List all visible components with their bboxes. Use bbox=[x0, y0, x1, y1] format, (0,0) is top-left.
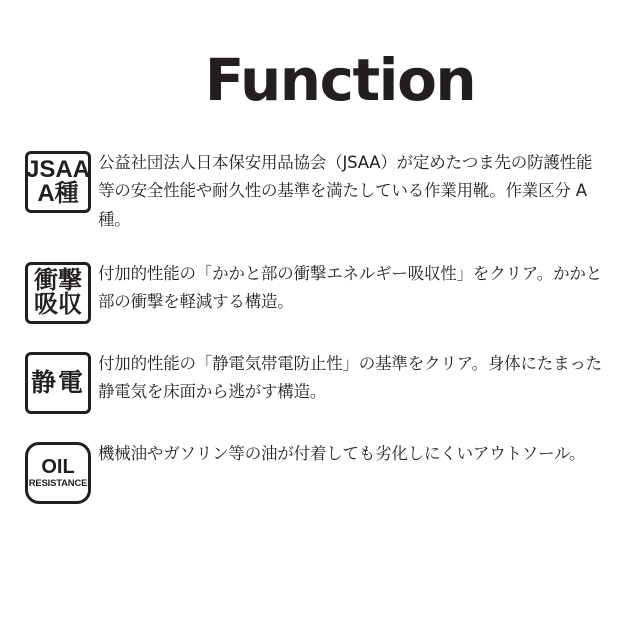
feature-row-jsaa bbox=[18, 149, 622, 234]
badge-cell bbox=[18, 149, 98, 213]
badge-line-2: 吸収 bbox=[34, 291, 82, 319]
badge-cell bbox=[18, 350, 98, 414]
oil-resistance-badge bbox=[25, 442, 91, 504]
feature-row-shock-absorption bbox=[18, 260, 622, 324]
badge-cell bbox=[18, 440, 98, 504]
badge-line-2: 静電 bbox=[30, 368, 85, 397]
feature-description: 公益社団法人日本保安用品協会（JSAA）が定めたつま先の防護性能等の安全性能や耐久性の基準を満たしている作業用靴。作業区分 A種。 bbox=[98, 152, 593, 229]
feature-description: 付加的性能の「静電気帯電防止性」の基準をクリア。身体にたまった静電気を床面から逃がす構造。 bbox=[98, 354, 602, 402]
badge-cell bbox=[18, 260, 98, 324]
jsaa-a-type-badge bbox=[25, 151, 91, 213]
feature-row-antistatic bbox=[18, 350, 622, 414]
page-title: Function bbox=[204, 46, 476, 114]
badge-line-1: JSAA bbox=[25, 155, 91, 183]
badge-line-2: A種 bbox=[37, 179, 79, 207]
feature-row-oil-resistance bbox=[18, 440, 622, 504]
badge-line-1: 衝撃 bbox=[34, 267, 82, 295]
badge-line-2: RESISTANCE bbox=[28, 478, 88, 490]
feature-list bbox=[0, 149, 640, 504]
badge-line-1: OIL bbox=[41, 456, 75, 479]
antistatic-badge bbox=[25, 352, 91, 414]
feature-description: 機械油やガソリン等の油が付着しても劣化しにくいアウトソール。 bbox=[98, 444, 586, 464]
shock-absorption-badge bbox=[25, 262, 91, 324]
feature-description: 付加的性能の「かかと部の衝撃エネルギー吸収性」をクリア。かかと部の衝撃を軽減する構造。 bbox=[98, 264, 602, 312]
